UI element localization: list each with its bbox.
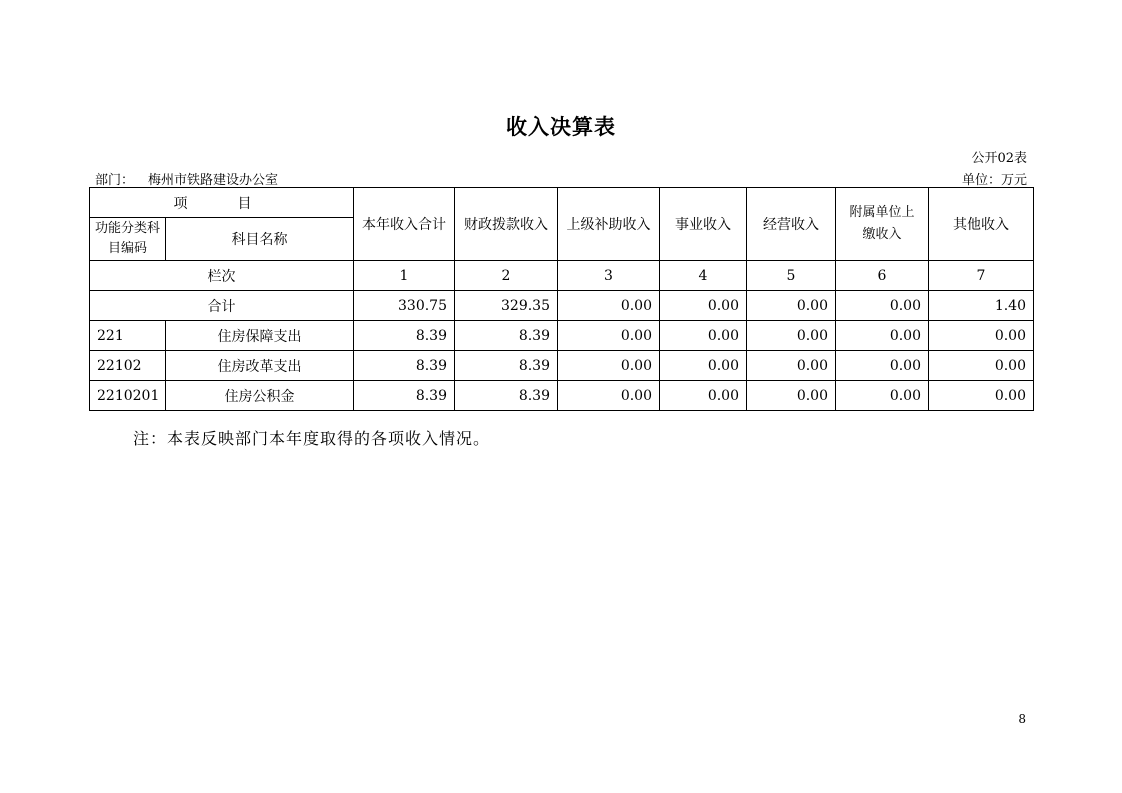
header-col-4: 事业收入 [660, 188, 747, 261]
row-value: 8.39 [354, 351, 455, 381]
header-col-3: 上级补助收入 [558, 188, 660, 261]
total-value: 330.75 [354, 291, 455, 321]
table-row [90, 321, 1034, 351]
column-number: 3 [558, 261, 660, 291]
row-value: 0.00 [929, 351, 1034, 381]
page-title: 收入决算表 [506, 114, 616, 139]
total-value: 0.00 [836, 291, 929, 321]
subject-name: 住房公积金 [166, 381, 354, 411]
header-func-code: 功能分类科目编码 [90, 218, 166, 261]
row-value: 0.00 [836, 381, 929, 411]
column-number: 6 [836, 261, 929, 291]
header-col-7: 其他收入 [929, 188, 1034, 261]
row-value: 0.00 [929, 381, 1034, 411]
header-subject-name: 科目名称 [166, 218, 354, 261]
subject-name: 住房改革支出 [166, 351, 354, 381]
row-value: 8.39 [354, 321, 455, 351]
department-label: 部门： [95, 173, 135, 188]
column-number: 7 [929, 261, 1034, 291]
total-value: 329.35 [455, 291, 558, 321]
row-value: 0.00 [558, 381, 660, 411]
row-value: 0.00 [660, 351, 747, 381]
row-value: 0.00 [747, 351, 836, 381]
total-label: 合计 [90, 291, 354, 321]
row-value: 8.39 [455, 381, 558, 411]
total-row [90, 291, 1034, 321]
header-item: 项 目 [90, 188, 354, 218]
page-number: 8 [1018, 712, 1026, 726]
row-value: 0.00 [836, 321, 929, 351]
header-col-5: 经营收入 [747, 188, 836, 261]
header-col-2: 财政拨款收入 [455, 188, 558, 261]
header-col-6: 附属单位上缴收入 [836, 188, 929, 261]
row-value: 0.00 [558, 351, 660, 381]
unit-label: 单位：万元 [961, 173, 1027, 188]
row-value: 0.00 [747, 381, 836, 411]
total-value: 0.00 [660, 291, 747, 321]
income-table [89, 187, 1034, 411]
row-value: 0.00 [558, 321, 660, 351]
header-col-1: 本年收入合计 [354, 188, 455, 261]
row-value: 0.00 [660, 381, 747, 411]
header-row-1 [90, 188, 1034, 218]
column-number-row [90, 261, 1034, 291]
total-value: 0.00 [747, 291, 836, 321]
column-number-label: 栏次 [90, 261, 354, 291]
row-value: 0.00 [929, 321, 1034, 351]
row-value: 8.39 [354, 381, 455, 411]
row-value: 0.00 [836, 351, 929, 381]
department-name: 梅州市铁路建设办公室 [148, 173, 279, 188]
column-number: 2 [455, 261, 558, 291]
column-number: 4 [660, 261, 747, 291]
form-number: 公开02表 [971, 151, 1027, 166]
total-value: 0.00 [558, 291, 660, 321]
subject-code: 2210201 [90, 381, 166, 411]
row-value: 8.39 [455, 321, 558, 351]
subject-code: 22102 [90, 351, 166, 381]
total-value: 1.40 [929, 291, 1034, 321]
table-row [90, 381, 1034, 411]
column-number: 1 [354, 261, 455, 291]
department-line [95, 169, 278, 188]
row-value: 8.39 [455, 351, 558, 381]
column-number: 5 [747, 261, 836, 291]
table-note: 注：本表反映部门本年度取得的各项收入情况。 [133, 429, 491, 448]
subject-code: 221 [90, 321, 166, 351]
row-value: 0.00 [747, 321, 836, 351]
subject-name: 住房保障支出 [166, 321, 354, 351]
row-value: 0.00 [660, 321, 747, 351]
table-row [90, 351, 1034, 381]
